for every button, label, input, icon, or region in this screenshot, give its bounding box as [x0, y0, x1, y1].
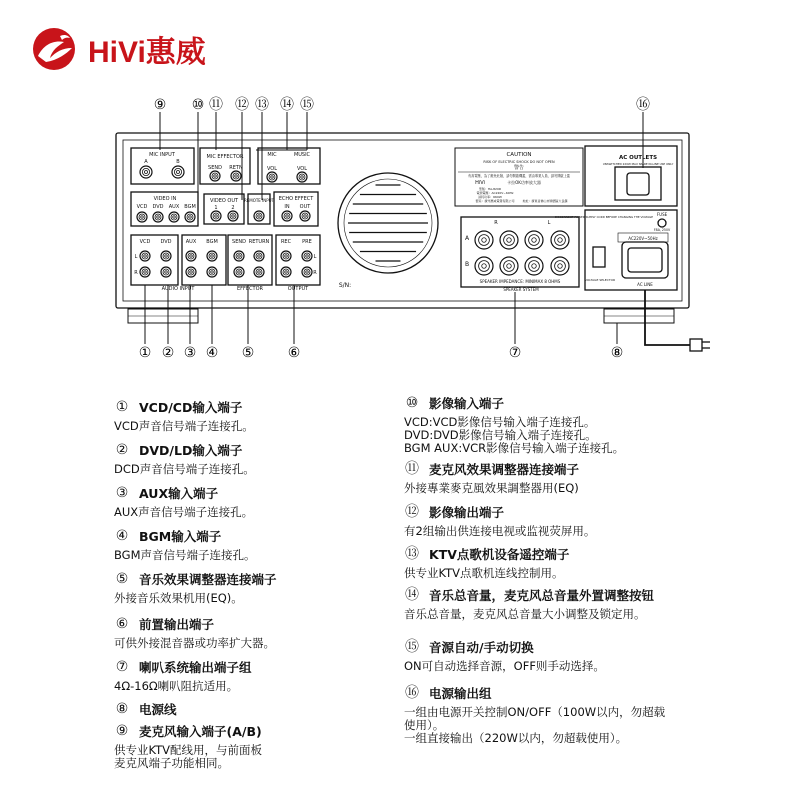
legend-item-title: AUX输入端子 [139, 486, 219, 501]
legend-item-description: 麦克风端子功能相同。 [114, 756, 229, 770]
legend-item [114, 722, 262, 770]
output-r: R [313, 270, 317, 276]
mic-b-jack [172, 166, 184, 178]
svg-text:⑮: ⑮ [300, 97, 314, 113]
audio-jack-r [234, 267, 244, 277]
legend-item-heading [404, 684, 665, 702]
legend-item [404, 503, 595, 538]
speaker-terminal-b [475, 257, 493, 275]
legend-item-number: ⑪ [405, 460, 419, 477]
legend-item-heading [404, 638, 605, 656]
audio-jack-l [281, 251, 291, 261]
speaker-impedance-label: SPEAKER IMPEDANCE: MINIMAX 8 OHMS [479, 279, 561, 284]
mic-input-label: MIC INPUT [149, 152, 175, 158]
audio-jack-r [140, 267, 150, 277]
speaker-b-label: B [464, 261, 470, 268]
svg-text:⑨: ⑨ [153, 97, 167, 113]
warning-text: 有高電壓，為了避免危險，請勿開啟機蓋，需由專業人員，請勿開啟上蓋 [468, 174, 570, 178]
nameplate-line-3: 消耗功率：660W [478, 195, 502, 199]
video-out-jack [228, 211, 238, 221]
legend-item-description: 一组直接输出（220W以内，勿超载使用）。 [404, 731, 628, 745]
legend-item-heading [404, 394, 624, 412]
svg-text:②: ② [161, 345, 175, 361]
video-out-1: 1 [214, 205, 218, 211]
ac-line-label: AC LINE [637, 282, 653, 287]
legend-item-description: BGM AUX:VCR影像信号输入端子连接孔。 [404, 441, 625, 455]
music-label: MUSIC [293, 152, 311, 158]
svg-text:⑬: ⑬ [255, 97, 269, 113]
legend-item [404, 545, 569, 580]
disconnect-label: DISCONNECT POWER SUPPLY CORD BEFORE CHANGING THE VOLTAGE [554, 215, 654, 219]
fuse-holder [658, 219, 666, 227]
speaker-r-label: R [494, 220, 498, 226]
callout-marker [242, 345, 255, 361]
svg-text:④: ④ [205, 345, 219, 361]
callout-marker [154, 97, 167, 113]
audio-r: R [134, 270, 138, 276]
audio-jack-r [302, 267, 312, 277]
legend-item-description: 有2组输出供连接电视或监视荧屏用。 [404, 524, 596, 538]
send-label: SEND [208, 165, 222, 171]
remote-input-jack [254, 211, 264, 221]
legend-item-heading [114, 615, 275, 633]
legend-item [404, 638, 605, 673]
video-out-jack [211, 211, 221, 221]
output-pre: PRE [302, 239, 312, 245]
brand-logo [30, 24, 250, 74]
legend-item-description: 外接音乐效果机用(EQ)。 [114, 591, 243, 605]
nameplate-line-5: 地址：廣東省佛山市順德區大良鎮 [522, 199, 568, 203]
vol-label-1: VOL [266, 166, 278, 172]
svg-text:③: ③ [183, 345, 197, 361]
ac-outlets-sub: UNSWITCHED 220W MAX SPARE IN-LINE USE ONLY [602, 162, 674, 166]
voltage-box-label: AC220V~50Hz [628, 236, 658, 241]
hivi-swan-icon [30, 26, 82, 72]
voltage-selector-label: VOLTAGE SELECTOR [584, 278, 616, 282]
audio-jack-l [207, 251, 217, 261]
legend-item-title: DVD/LD输入端子 [139, 443, 243, 458]
legend-item [404, 586, 654, 621]
legend-item-description: DVD:DVD影像信号输入端子连接孔。 [404, 428, 597, 442]
video-out-2: 2 [231, 205, 235, 211]
audio-jack-l [161, 251, 171, 261]
brand-name: HiVi惠威 [88, 36, 206, 69]
legend-item-number: ⑧ [115, 700, 129, 717]
mic-a-label: A [144, 159, 148, 165]
legend-item-number: ⑩ [405, 394, 419, 411]
audio-jack-l [302, 251, 312, 261]
legend-item-title: BGM输入端子 [139, 529, 222, 544]
legend-item-description: DCD声音信号端子连接孔。 [114, 462, 255, 476]
legend-item-description: 外接專業麥克風效果調整器用(EQ) [404, 481, 579, 495]
speaker-terminal-a [525, 231, 543, 249]
output-l: L [313, 254, 317, 260]
effector-send: SEND [232, 239, 246, 245]
audio-jack-l [186, 251, 196, 261]
leader-lines [145, 112, 643, 344]
legend-item-description: ON可自动选择音源，OFF则手动选择。 [404, 659, 605, 673]
callout-marker [235, 97, 249, 113]
video-out-label: VIDEO OUT [209, 198, 239, 204]
nameplate-line-1: 型號：HA-820D [478, 187, 502, 191]
speaker-terminal-b [500, 257, 518, 275]
video-in-aux: AUX [168, 204, 180, 210]
callout-marker [288, 345, 301, 361]
legend-item-number: ⑤ [115, 570, 129, 587]
callout-marker [280, 97, 294, 113]
nameplate-line-4: 製造：廣州惠威電聲有限公司 [475, 199, 515, 203]
legend-item-description: 供专业KTV点歌机连线控制用。 [404, 566, 564, 580]
mic-retn-jack [231, 171, 241, 181]
svg-text:⑥: ⑥ [287, 345, 301, 361]
mic-effector-label: MIC EFFECTOR [206, 154, 244, 160]
legend-item-title: 音乐总音量，麦克风总音量外置调整按钮 [429, 588, 655, 603]
speaker-terminal-a [551, 231, 569, 249]
callout-marker [184, 345, 197, 361]
mic-label: MIC [267, 152, 277, 158]
echo-effect-label: ECHO EFFECT [278, 196, 314, 202]
legend-item-number: ⑨ [115, 722, 129, 739]
fuse-label: FUSE [656, 212, 668, 217]
remote-input-label: REMOTE INPUT [243, 198, 275, 203]
nameplate-line-2: 電源電壓：AC220V~60Hz [476, 191, 514, 195]
legend-item-description: 供专业KTV配线用，与前面板 [114, 743, 263, 757]
legend-item-title: KTV点歌机设备遥控端子 [429, 547, 570, 562]
audio-jack-r [281, 267, 291, 277]
legend-item-number: ⑫ [405, 503, 419, 520]
legend-item-number: ⑮ [405, 638, 419, 655]
callout-marker [636, 97, 650, 113]
legend-item-heading [404, 545, 569, 563]
legend-item-heading [114, 484, 253, 502]
legend-item [404, 460, 579, 495]
audio-l: L [134, 254, 138, 260]
audio-input-label: AUDIO INPUT [161, 286, 195, 292]
legend-item-heading [114, 570, 277, 588]
fuse-value: F8A, 250V [653, 228, 671, 232]
legend-item-title: 前置输出端子 [139, 617, 215, 632]
video-in-vcd: VCD [136, 204, 148, 210]
callout-marker [509, 345, 522, 361]
legend-item-number: ① [115, 398, 129, 415]
audio-dvd: DVD [160, 239, 172, 245]
legend-item-title: 影像输出端子 [429, 505, 505, 520]
audio-bgm: BGM [206, 239, 218, 245]
legend-item-description: BGM声音信号端子连接孔。 [114, 548, 256, 562]
legend-item [404, 684, 665, 745]
legend-item-number: ⑦ [115, 658, 129, 675]
audio-jack-r [254, 267, 264, 277]
legend-item-number: ⑭ [405, 586, 419, 603]
video-in-bgm: BGM [184, 204, 196, 210]
video-in-jack [137, 212, 147, 222]
legend-item-title: 音源自动/手动切换 [429, 640, 534, 655]
nameplate-title: 卡拉OK功率放大器 [507, 180, 541, 185]
legend-item [114, 527, 256, 562]
legend-item-heading [404, 503, 595, 521]
audio-jack-l [254, 251, 264, 261]
speaker-terminal-panel [461, 217, 579, 287]
callout-marker [206, 345, 219, 361]
legend-item [114, 615, 275, 650]
legend-item-title: VCD/CD输入端子 [139, 400, 243, 415]
speaker-a-label: A [464, 235, 470, 242]
svg-text:⑧: ⑧ [610, 345, 624, 361]
audio-aux: AUX [185, 239, 197, 245]
legend-item-number: ⑬ [405, 545, 419, 562]
svg-text:⑯: ⑯ [636, 97, 650, 113]
mic-send-jack [210, 171, 220, 181]
legend-item-title: 电源输出组 [429, 686, 492, 701]
ac-outlet-socket [627, 173, 649, 195]
mic-b-label: B [176, 159, 180, 165]
sn-label: S/N: [338, 282, 352, 289]
caution-title: CAUTION [506, 152, 532, 158]
legend-item-number: ⑯ [405, 684, 419, 701]
speaker-l-label: L [547, 220, 551, 226]
voltage-selector-box [593, 247, 605, 267]
echo-jack [300, 211, 310, 221]
legend-item-description: AUX声音信号端子连接孔。 [114, 505, 254, 519]
effector-label: EFFECTOR [236, 286, 264, 292]
legend-item-number: ⑥ [115, 615, 129, 632]
legend-item-number: ③ [115, 484, 129, 501]
echo-out: OUT [299, 204, 311, 210]
legend-item-heading [114, 658, 252, 676]
legend-item-description: 4Ω-16Ω喇叭阻抗适用。 [114, 679, 239, 693]
legend-item-title: 影像输入端子 [429, 396, 505, 411]
svg-text:⑭: ⑭ [280, 97, 294, 113]
svg-text:①: ① [138, 345, 152, 361]
echo-in: IN [284, 204, 290, 210]
legend-item [114, 700, 177, 718]
legend-item-heading [404, 460, 579, 478]
legend-item-title: 麦克风输入端子(A/B) [139, 724, 262, 739]
legend-item-description: 音乐总音量，麦克风总音量大小调整及锁定用。 [404, 607, 646, 621]
svg-text:⑫: ⑫ [235, 97, 249, 113]
audio-jack-l [234, 251, 244, 261]
callout-marker [300, 97, 314, 113]
legend-item [114, 658, 252, 693]
speaker-terminal-a [500, 231, 518, 249]
echo-jack [282, 211, 292, 221]
legend-item-title: 音乐效果调整器连接端子 [139, 572, 277, 587]
video-in-jack [169, 212, 179, 222]
speaker-system-label: SPEAKER SYSTEM [503, 287, 539, 292]
legend-item-heading [404, 586, 654, 604]
caution-sub: RISK OF ELECTRIC SHOCK DO NOT OPEN [483, 160, 555, 164]
legend-item-description: 可供外接混音器或功率扩大器。 [114, 636, 275, 650]
music-vol-knob [297, 172, 307, 182]
legend-item-number: ④ [115, 527, 129, 544]
svg-text:⑤: ⑤ [241, 345, 255, 361]
callout-marker [192, 97, 205, 113]
callout-marker [209, 97, 223, 113]
callout-marker [255, 97, 269, 113]
legend-item [114, 484, 253, 519]
legend-item [404, 394, 624, 455]
legend-item [114, 570, 277, 605]
svg-text:⑩: ⑩ [191, 97, 205, 113]
callout-marker [139, 345, 152, 361]
video-in-jack [185, 212, 195, 222]
legend-item-heading [114, 398, 254, 416]
legend-item-number: ② [115, 441, 129, 458]
legend-item-title: 喇叭系统输出端子组 [139, 660, 252, 675]
audio-vcd: VCD [139, 239, 151, 245]
video-in-label: VIDEO IN [153, 196, 177, 202]
legend-item-title: 电源线 [139, 702, 177, 717]
legend-item-title: 麦克风效果调整器连接端子 [429, 462, 580, 477]
output-label: OUTPUT [287, 286, 309, 292]
audio-jack-r [161, 267, 171, 277]
retn-label: RETN [229, 165, 243, 171]
svg-text:⑪: ⑪ [209, 97, 223, 113]
legend-item-heading [114, 722, 262, 740]
video-in-jack [153, 212, 163, 222]
legend-item-description: 一组由电源开关控制ON/OFF（100W以内，勿超载 [404, 705, 666, 719]
output-rec: REC [280, 239, 292, 245]
audio-jack-r [186, 267, 196, 277]
svg-text:⑦: ⑦ [508, 345, 522, 361]
legend-item [114, 398, 254, 433]
legend-item-heading [114, 700, 177, 718]
legend-item-description: 使用）。 [404, 718, 445, 732]
power-cord [645, 290, 690, 345]
rear-panel-diagram [0, 90, 800, 375]
speaker-terminal-a [475, 231, 493, 249]
audio-jack-l [140, 251, 150, 261]
vol-label-2: VOL [296, 166, 308, 172]
mic-a-jack [140, 166, 152, 178]
legend-item-heading [114, 441, 255, 459]
video-in-dvd: DVD [152, 204, 164, 210]
speaker-terminal-b [525, 257, 543, 275]
callout-marker [162, 345, 175, 361]
legend-item-description: VCD:VCD影像信号输入端子连接孔。 [404, 415, 596, 429]
mic-vol-knob [267, 172, 277, 182]
effector-return: RETURN [248, 239, 270, 245]
callout-marker [611, 345, 624, 361]
speaker-terminal-b [551, 257, 569, 275]
nameplate-brand: HiVi [475, 180, 485, 186]
legend-item [114, 441, 255, 476]
ac-outlets-label: AC OUTLETS [618, 155, 658, 161]
legend-item-description: VCD声音信号端子连接孔。 [114, 419, 254, 433]
warning-title: 警告 [513, 165, 525, 171]
legend-item-heading [114, 527, 256, 545]
audio-jack-r [207, 267, 217, 277]
